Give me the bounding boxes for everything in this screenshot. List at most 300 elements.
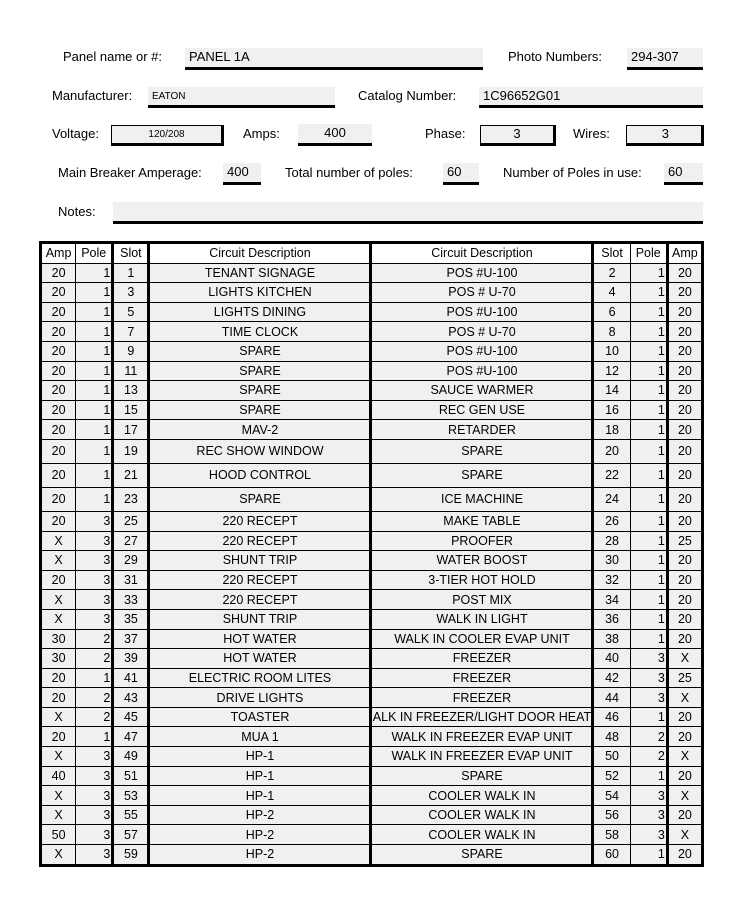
desc-right-cell [371,845,593,866]
desc-right-cell [371,786,593,806]
table-row [41,649,703,669]
photo-numbers-field[interactable]: 294-307 [627,48,703,70]
amp-left-cell: X [41,551,76,571]
phase-field[interactable]: 3 [480,125,556,146]
pole-left-cell: 2 [76,629,113,649]
desc-right-text: ALK IN FREEZER/LIGHT DOOR HEAT [372,710,592,725]
pole-left-cell: 1 [76,341,113,361]
amp-left-cell: 20 [41,263,76,283]
manufacturer-field[interactable]: EATON [148,87,335,108]
table-row [41,302,703,322]
amp-right-cell: X [667,825,702,845]
notes-label: Notes: [58,204,96,219]
amp-left-cell: 20 [41,511,76,531]
desc-left-cell: SPARE [149,487,371,511]
slot-right-cell: 52 [593,766,630,786]
amps-field[interactable]: 400 [298,124,372,146]
slot-right-cell: 6 [593,302,630,322]
amp-left-cell: 20 [41,322,76,342]
desc-left-cell: ELECTRIC ROOM LITES [149,668,371,688]
desc-right-text: WALK IN FREEZER EVAP UNIT [391,729,573,744]
desc-left-cell: 220 RECEPT [149,531,371,551]
amp-right-cell: 20 [667,263,702,283]
amp-right-cell: X [667,649,702,669]
desc-left-cell: HP-2 [149,825,371,845]
amp-left-cell: 20 [41,381,76,401]
amp-left-cell: 50 [41,825,76,845]
pole-right-cell: 1 [630,845,667,866]
desc-left-cell: 220 RECEPT [149,511,371,531]
col-amp-left: Amp [41,243,76,264]
amp-left-cell: 20 [41,668,76,688]
col-desc-left: Circuit Description [149,243,371,264]
amp-right-cell: 20 [667,570,702,590]
slot-left-cell: 19 [113,439,149,463]
desc-right-cell [371,341,593,361]
pole-left-cell: 2 [76,707,113,727]
desc-right-text: RETARDER [448,422,516,437]
col-amp-right: Amp [667,243,702,264]
table-row [41,786,703,806]
slot-left-cell: 33 [113,590,149,610]
main-breaker-label: Main Breaker Amperage: [58,165,202,180]
desc-left-cell: TOASTER [149,707,371,727]
amp-right-cell: 20 [667,341,702,361]
slot-right-cell: 26 [593,511,630,531]
slot-left-cell: 9 [113,341,149,361]
pole-left-cell: 1 [76,463,113,487]
desc-right-text: 3-TIER HOT HOLD [428,573,536,588]
slot-right-cell: 8 [593,322,630,342]
amp-right-cell: 20 [667,590,702,610]
slot-right-cell: 16 [593,400,630,420]
catalog-number-label: Catalog Number: [358,88,457,103]
amp-left-cell: X [41,805,76,825]
desc-left-cell: SPARE [149,341,371,361]
slot-left-cell: 3 [113,283,149,303]
amp-right-cell: 20 [667,439,702,463]
desc-right-text: POS # U-70 [448,285,516,300]
pole-right-cell: 1 [630,551,667,571]
desc-right-text: POS #U-100 [446,344,518,359]
slot-right-cell: 20 [593,439,630,463]
slot-left-cell: 27 [113,531,149,551]
col-slot-left: Slot [113,243,149,264]
amp-left-cell: 20 [41,688,76,708]
desc-right-text: COOLER WALK IN [428,827,536,842]
desc-right-cell [371,263,593,283]
pole-left-cell: 3 [76,845,113,866]
amp-right-cell: X [667,688,702,708]
slot-right-cell: 34 [593,590,630,610]
table-row [41,805,703,825]
slot-right-cell: 4 [593,283,630,303]
col-slot-right: Slot [593,243,630,264]
poles-in-use-field[interactable]: 60 [664,163,703,185]
desc-right-cell [371,400,593,420]
slot-left-cell: 5 [113,302,149,322]
amp-left-cell: 30 [41,629,76,649]
desc-right-text: FREEZER [452,670,512,685]
table-row [41,381,703,401]
col-pole-left: Pole [76,243,113,264]
slot-left-cell: 21 [113,463,149,487]
pole-left-cell: 1 [76,263,113,283]
slot-left-cell: 7 [113,322,149,342]
pole-left-cell: 1 [76,361,113,381]
poles-in-use-label: Number of Poles in use: [503,165,642,180]
slot-left-cell: 51 [113,766,149,786]
pole-right-cell: 2 [630,727,667,747]
table-row [41,845,703,866]
desc-left-cell: HOT WATER [149,629,371,649]
desc-right-text: WALK IN FREEZER EVAP UNIT [391,749,573,764]
desc-left-cell: HOT WATER [149,649,371,669]
amp-right-cell: 20 [667,361,702,381]
pole-right-cell: 3 [630,825,667,845]
pole-right-cell: 3 [630,786,667,806]
pole-right-cell: 1 [630,531,667,551]
amp-right-cell: 20 [667,487,702,511]
desc-right-text: POS #U-100 [446,265,518,280]
pole-right-cell: 1 [630,707,667,727]
amp-right-cell: 25 [667,531,702,551]
pole-left-cell: 3 [76,609,113,629]
desc-right-text: POS #U-100 [446,305,518,320]
desc-left-cell: TENANT SIGNAGE [149,263,371,283]
slot-right-cell: 42 [593,668,630,688]
photo-numbers-label: Photo Numbers: [508,49,602,64]
table-row [41,400,703,420]
pole-left-cell: 3 [76,825,113,845]
slot-left-cell: 45 [113,707,149,727]
pole-right-cell: 3 [630,805,667,825]
desc-right-cell [371,463,593,487]
slot-right-cell: 18 [593,420,630,440]
amp-right-cell: 20 [667,727,702,747]
desc-right-text: FREEZER [452,690,512,705]
table-row [41,463,703,487]
table-row [41,511,703,531]
amp-left-cell: 20 [41,727,76,747]
pole-left-cell: 1 [76,283,113,303]
pole-left-cell: 2 [76,649,113,669]
desc-right-cell [371,609,593,629]
desc-left-cell: LIGHTS KITCHEN [149,283,371,303]
amp-right-cell: 20 [667,322,702,342]
pole-left-cell: 1 [76,420,113,440]
desc-right-text: SPARE [461,444,503,459]
desc-right-cell [371,649,593,669]
slot-right-cell: 56 [593,805,630,825]
wires-field[interactable]: 3 [626,125,704,146]
amp-left-cell: X [41,845,76,866]
desc-left-cell: HP-1 [149,766,371,786]
pole-right-cell: 3 [630,668,667,688]
total-poles-field[interactable]: 60 [443,163,479,185]
desc-right-text: SAUCE WARMER [430,383,534,398]
col-pole-right: Pole [630,243,667,264]
slot-left-cell: 13 [113,381,149,401]
amp-left-cell: X [41,531,76,551]
slot-right-cell: 32 [593,570,630,590]
table-header-row [41,243,703,264]
slot-left-cell: 25 [113,511,149,531]
table-row [41,707,703,727]
amp-left-cell: 20 [41,283,76,303]
pole-left-cell: 1 [76,400,113,420]
amp-left-cell: 20 [41,302,76,322]
amp-right-cell: 20 [667,420,702,440]
slot-right-cell: 2 [593,263,630,283]
slot-right-cell: 24 [593,487,630,511]
pole-left-cell: 3 [76,805,113,825]
slot-left-cell: 43 [113,688,149,708]
slot-right-cell: 12 [593,361,630,381]
pole-right-cell: 1 [630,609,667,629]
pole-left-cell: 1 [76,439,113,463]
desc-left-cell: MUA 1 [149,727,371,747]
table-row [41,361,703,381]
desc-right-cell [371,747,593,767]
voltage-label: Voltage: [52,126,99,141]
desc-left-cell: 220 RECEPT [149,570,371,590]
voltage-field[interactable]: 120/208 [111,125,224,146]
slot-left-cell: 31 [113,570,149,590]
table-row [41,570,703,590]
amp-left-cell: 30 [41,649,76,669]
pole-right-cell: 3 [630,688,667,708]
table-row [41,487,703,511]
slot-left-cell: 11 [113,361,149,381]
desc-left-cell: SHUNT TRIP [149,551,371,571]
slot-right-cell: 60 [593,845,630,866]
slot-right-cell: 54 [593,786,630,806]
pole-left-cell: 1 [76,727,113,747]
slot-left-cell: 37 [113,629,149,649]
pole-left-cell: 3 [76,786,113,806]
desc-left-cell: LIGHTS DINING [149,302,371,322]
slot-right-cell: 10 [593,341,630,361]
amp-left-cell: 20 [41,361,76,381]
desc-right-text: MAKE TABLE [443,514,521,529]
slot-right-cell: 36 [593,609,630,629]
slot-left-cell: 15 [113,400,149,420]
desc-right-text: PROOFER [451,533,513,548]
amp-left-cell: X [41,609,76,629]
slot-right-cell: 40 [593,649,630,669]
desc-left-cell: HP-1 [149,747,371,767]
slot-right-cell: 38 [593,629,630,649]
slot-right-cell: 46 [593,707,630,727]
slot-left-cell: 55 [113,805,149,825]
pole-left-cell: 1 [76,487,113,511]
desc-right-cell [371,322,593,342]
amp-left-cell: 20 [41,487,76,511]
pole-left-cell: 1 [76,322,113,342]
desc-right-cell [371,511,593,531]
desc-left-cell: HP-2 [149,845,371,866]
desc-left-cell: HOOD CONTROL [149,463,371,487]
pole-right-cell: 1 [630,322,667,342]
amp-left-cell: 20 [41,400,76,420]
amp-right-cell: 20 [667,302,702,322]
desc-right-text: POST MIX [452,592,512,607]
desc-left-cell: SPARE [149,361,371,381]
catalog-number-field[interactable]: 1C96652G01 [479,87,703,108]
slot-left-cell: 41 [113,668,149,688]
pole-left-cell: 1 [76,302,113,322]
desc-right-cell [371,707,593,727]
amp-right-cell: 20 [667,551,702,571]
slot-right-cell: 22 [593,463,630,487]
table-row [41,551,703,571]
slot-left-cell: 47 [113,727,149,747]
table-row [41,609,703,629]
desc-right-cell [371,668,593,688]
amps-label: Amps: [243,126,280,141]
table-row [41,439,703,463]
amp-left-cell: 20 [41,420,76,440]
desc-right-text: REC GEN USE [438,403,526,418]
pole-left-cell: 3 [76,511,113,531]
desc-right-text: COOLER WALK IN [428,788,536,803]
pole-left-cell: 3 [76,570,113,590]
notes-field[interactable] [113,202,703,224]
table-row [41,825,703,845]
amp-right-cell: 20 [667,629,702,649]
slot-right-cell: 30 [593,551,630,571]
desc-right-cell [371,805,593,825]
pole-left-cell: 3 [76,747,113,767]
slot-right-cell: 50 [593,747,630,767]
pole-right-cell: 1 [630,283,667,303]
table-row [41,420,703,440]
desc-right-text: FREEZER [452,651,512,666]
pole-left-cell: 2 [76,688,113,708]
main-breaker-field[interactable]: 400 [223,163,261,185]
desc-right-text: SPARE [461,768,503,783]
desc-left-cell: TIME CLOCK [149,322,371,342]
desc-right-text: COOLER WALK IN [428,808,536,823]
desc-right-cell [371,420,593,440]
pole-right-cell: 1 [630,511,667,531]
amp-left-cell: 20 [41,463,76,487]
desc-right-text: POS #U-100 [446,363,518,378]
col-desc-right: Circuit Description [371,243,593,264]
phase-label: Phase: [425,126,466,141]
desc-left-cell: SPARE [149,400,371,420]
desc-right-cell [371,487,593,511]
pole-left-cell: 1 [76,668,113,688]
table-row [41,747,703,767]
slot-left-cell: 17 [113,420,149,440]
circuit-table [39,241,704,867]
slot-left-cell: 1 [113,263,149,283]
slot-right-cell: 48 [593,727,630,747]
desc-right-cell [371,825,593,845]
amp-right-cell: 20 [667,511,702,531]
amp-right-cell: 20 [667,381,702,401]
desc-left-cell: HP-1 [149,786,371,806]
slot-left-cell: 39 [113,649,149,669]
slot-right-cell: 28 [593,531,630,551]
amp-right-cell: 20 [667,609,702,629]
desc-right-cell [371,531,593,551]
desc-right-text: ICE MACHINE [440,492,523,507]
wires-label: Wires: [573,126,610,141]
desc-right-cell [371,570,593,590]
amp-left-cell: X [41,786,76,806]
pole-left-cell: 3 [76,590,113,610]
pole-right-cell: 3 [630,649,667,669]
desc-right-cell [371,283,593,303]
slot-left-cell: 49 [113,747,149,767]
pole-left-cell: 1 [76,381,113,401]
pole-right-cell: 1 [630,590,667,610]
slot-right-cell: 44 [593,688,630,708]
pole-right-cell: 1 [630,263,667,283]
pole-right-cell: 1 [630,463,667,487]
desc-right-text: WALK IN LIGHT [436,612,528,627]
slot-left-cell: 57 [113,825,149,845]
pole-left-cell: 3 [76,551,113,571]
table-row [41,322,703,342]
slot-left-cell: 29 [113,551,149,571]
total-poles-label: Total number of poles: [285,165,413,180]
amp-left-cell: X [41,747,76,767]
desc-left-cell: SPARE [149,381,371,401]
pole-left-cell: 3 [76,531,113,551]
table-row [41,766,703,786]
manufacturer-label: Manufacturer: [52,88,133,103]
pole-right-cell: 1 [630,341,667,361]
table-row [41,688,703,708]
desc-right-cell [371,551,593,571]
amp-left-cell: 20 [41,341,76,361]
pole-right-cell: 1 [630,766,667,786]
pole-right-cell: 1 [630,400,667,420]
pole-right-cell: 1 [630,629,667,649]
table-row [41,263,703,283]
desc-left-cell: SHUNT TRIP [149,609,371,629]
amp-left-cell: 40 [41,766,76,786]
desc-right-cell [371,766,593,786]
desc-right-cell [371,302,593,322]
desc-right-text: SPARE [461,847,503,862]
desc-left-cell: DRIVE LIGHTS [149,688,371,708]
pole-right-cell: 1 [630,487,667,511]
desc-right-cell [371,439,593,463]
pole-right-cell: 2 [630,747,667,767]
pole-right-cell: 1 [630,302,667,322]
panel-name-field[interactable]: PANEL 1A [185,48,483,70]
pole-right-cell: 1 [630,381,667,401]
desc-right-cell [371,629,593,649]
table-row [41,727,703,747]
amp-right-cell: 20 [667,707,702,727]
table-row [41,283,703,303]
desc-right-cell [371,361,593,381]
desc-right-text: WALK IN COOLER EVAP UNIT [394,631,570,646]
desc-left-cell: 220 RECEPT [149,590,371,610]
table-row [41,341,703,361]
slot-left-cell: 59 [113,845,149,866]
slot-left-cell: 53 [113,786,149,806]
desc-right-cell [371,381,593,401]
desc-left-cell: MAV-2 [149,420,371,440]
desc-right-text: SPARE [461,468,503,483]
